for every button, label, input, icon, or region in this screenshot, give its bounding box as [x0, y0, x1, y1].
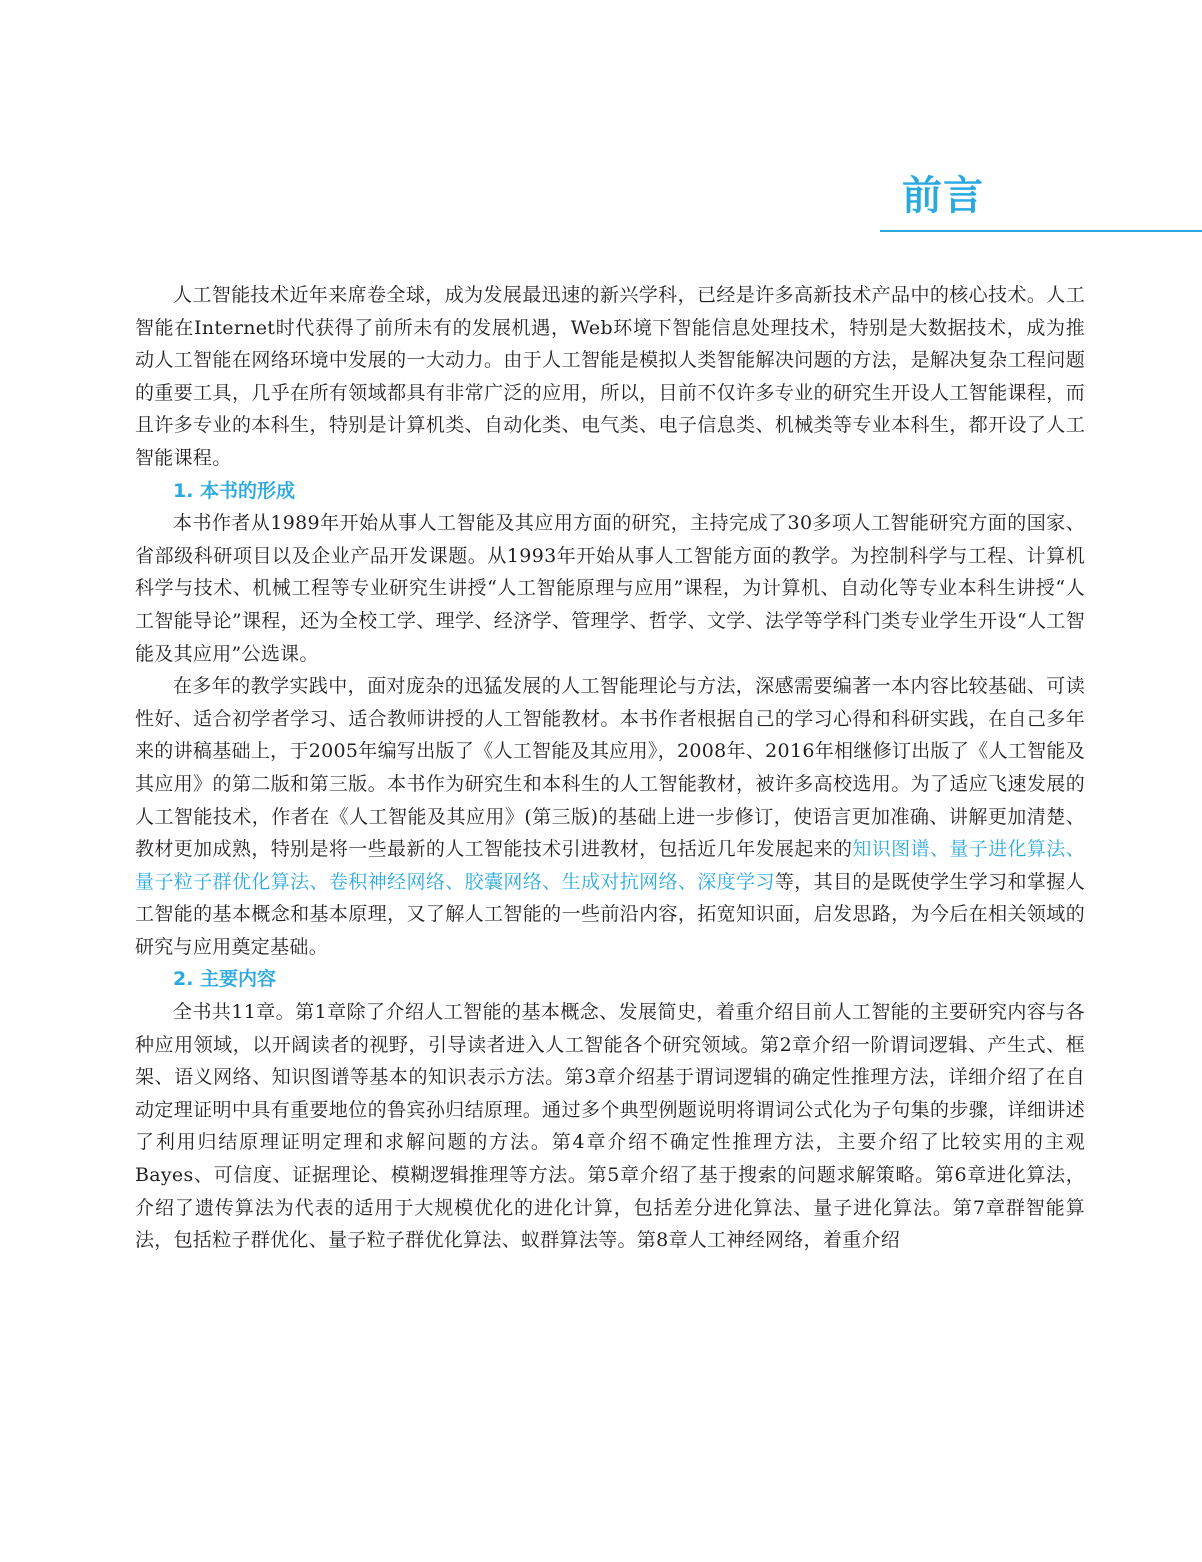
main-content-paragraph: 全书共11章。第1章除了介绍人工智能的基本概念、发展简史，着重介绍目前人工智能的主要研究内容与各种应用领域，以开阔读者的视野，引导读者进入人工智能各个研究领域。第2章介绍一阶谓词逻辑、产生式、框架、语义网络、知识图谱等基本的知识表示方法。第3章介绍基于谓词逻辑的确定性推理方法，详细介绍了在自动定理证明中具有重要地位的鲁宾孙归结原理。通过多个典型例题说明将谓词公式化为子句集的步骤，详细讲述了利用归结原理证明定理和求解问题的方法。第4章介绍不确定性推理方法，主要介绍了比较实用的主观Bayes、可信度、证据理论、模糊逻辑推理等方法。第5章介绍了基于搜索的问题求解策略。第6章进化算法，介绍了遗传算法为代表的适用于大规模优化的进化计算，包括差分进化算法、量子进化算法。第7章群智能算法，包括粒子群优化、量子粒子群优化算法、蚁群算法等。第8章人工神经网络，着重介绍: [135, 1001, 1085, 1252]
highlighted-topics: 知识图谱、量子进化算法、量子粒子群优化算法、卷积神经网络、胶囊网络、生成对抗网络、深度学习: [135, 838, 1085, 893]
formation-paragraph-2-text-a: 在多年的教学实践中，面对庞杂的迅猛发展的人工智能理论与方法，深感需要编著一本内容比较基础、可读性好、适合初学者学习、适合教师讲授的人工智能教材。本书作者根据自己的学习心得和科研实践，在自己多年来的讲稿基础上，于2005年编写出版了《人工智能及其应用》，2008年、2016年相继修订出版了《人工智能及其应用》的第二版和第三版。本书作为研究生和本科生的人工智能教材，被许多高校选用。为了适应飞速发展的人工智能技术，作者在《人工智能及其应用》(第三版)的基础上进一步修订，使语言更加准确、讲解更加清楚、教材更加成熟，特别是将一些最新的人工智能技术引进教材，包括近几年发展起来的: [135, 675, 1085, 861]
formation-paragraph-1: 本书作者从1989年开始从事人工智能及其应用方面的研究，主持完成了30多项人工智能研究方面的国家、省部级科研项目以及企业产品开发课题。从1993年开始从事人工智能方面的教学。为控制科学与工程、计算机科学与技术、机械工程等专业研究生讲授“人工智能原理与应用”课程，为计算机、自动化等专业本科生讲授“人工智能导论”课程，还为全校工学、理学、经济学、管理学、哲学、文学、法学等学科门类专业学生开设“人工智能及其应用”公选课。: [135, 512, 1085, 665]
formation-paragraph-2: [135, 670, 1085, 963]
section-heading-formation: 1. 本书的形成: [173, 479, 296, 502]
section-heading-main-content: 2. 主要内容: [173, 968, 277, 991]
formation-paragraph-2-text-b: 等，其目的是既使学生学习和掌握人工智能的基本概念和基本原理，又了解人工智能的一些前沿内容，拓宽知识面，启发思路，为今后在相关领域的研究与应用奠定基础。: [135, 870, 1085, 958]
page-title: 前言: [880, 168, 1202, 232]
intro-paragraph: 人工智能技术近年来席卷全球，成为发展最迅速的新兴学科，已经是许多高新技术产品中的核心技术。人工智能在Internet时代获得了前所未有的发展机遇，Web环境下智能信息处理技术，特别是大数据技术，成为推动人工智能在网络环境中发展的一大动力。由于人工智能是模拟人类智能解决问题的方法，是解决复杂工程问题的重要工具，几乎在所有领域都具有非常广泛的应用，所以，目前不仅许多专业的研究生开设人工智能课程，而且许多专业的本科生，特别是计算机类、自动化类、电气类、电子信息类、机械类等专业本科生，都开设了人工智能课程。: [135, 284, 1085, 469]
body-text: [135, 279, 1085, 1257]
